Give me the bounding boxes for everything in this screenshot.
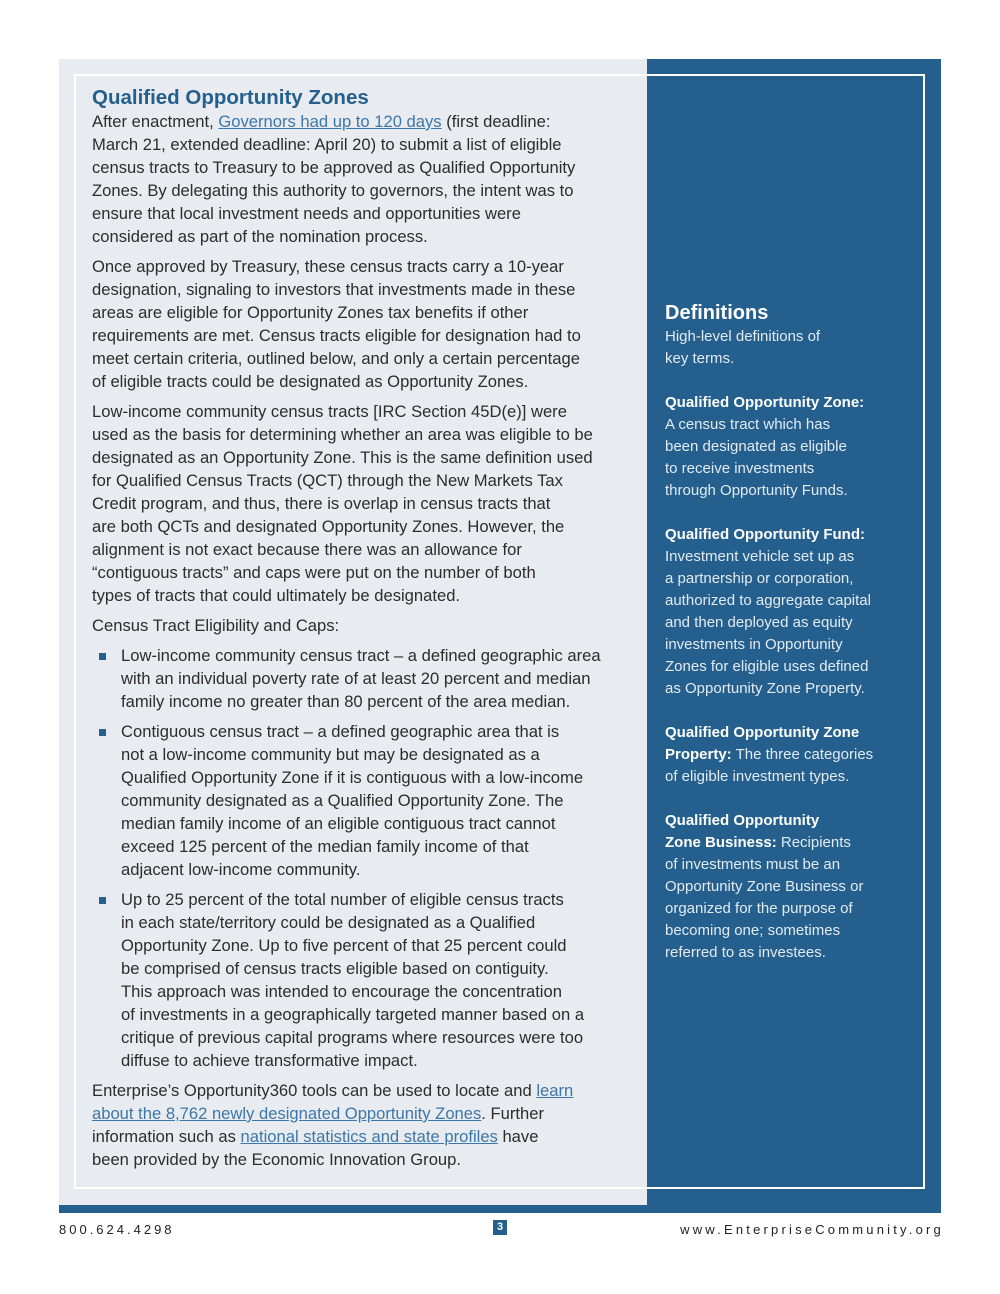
definition-text: A census tract which has been designated as eligible to receive investments through Opportunity Funds. <box>665 416 848 499</box>
list-item-text: Low-income community census tract – a defined geographic area with an individual poverty rate of at least 20 percent and median family income no greater than 80 percent of the area median. <box>121 646 601 711</box>
opportunity-zones-link[interactable]: learn about the 8,762 newly designated Opportunity Zones <box>92 1081 574 1123</box>
definition-text: Investment vehicle set up as a partnership or corporation, authorized to aggregate capital and then deployed as equity investments in Opportunity Zones for eligible uses defined as Opportunity Zone Property. <box>665 548 871 697</box>
square-bullet-icon <box>99 653 106 660</box>
definition-item <box>665 524 925 700</box>
paragraph-2: Once approved by Treasury, these census tracts carry a 10-year designation, signaling to investors that investments made in these areas are eligible for Opportunity Zones tax benefits if other requirements are met. Census tracts eligible for designation had to meet certain criteria, outlined below, and only a certain percentage of eligible tracts could be designated as Opportunity Zones. <box>92 257 581 391</box>
paragraph-1 <box>92 110 637 248</box>
national-statistics-link[interactable]: national statistics and state profiles <box>240 1127 498 1146</box>
main-article <box>92 86 637 1178</box>
list-item <box>92 888 637 1072</box>
text: have been provided by the Economic Innovation Group. <box>92 1127 539 1169</box>
bottom-accent-bar <box>59 1205 941 1213</box>
definition-text: Recipients of investments must be an Opportunity Zone Business or organized for the purpose of becoming one; sometimes referred to as investees. <box>665 834 864 961</box>
footer-website[interactable]: www.EnterpriseCommunity.org <box>680 1222 944 1237</box>
paragraph-5 <box>92 1079 637 1171</box>
list-item <box>92 720 637 881</box>
eligibility-list <box>92 644 637 1072</box>
list-item-text: Up to 25 percent of the total number of eligible census tracts in each state/territory could be designated as a Qualified Opportunity Zone. Up to five percent of that 25 percent could be comprised of census tracts eligible based on contiguity. This approach was intended to encourage the concentration of investments in a geographically targeted manner based on a critique of previous capital programs where resources were too diffuse to achieve transformative impact. <box>121 890 585 1070</box>
text: . Further information such as <box>92 1104 545 1146</box>
text: After enactment, <box>92 112 219 131</box>
definitions-title: Definitions <box>665 302 769 324</box>
definition-term: Qualified Opportunity Zone: <box>665 394 865 411</box>
paragraph-4: Census Tract Eligibility and Caps: <box>92 616 340 635</box>
definitions-sidebar <box>665 300 925 986</box>
section-title: Qualified Opportunity Zones <box>92 86 369 109</box>
list-item <box>92 644 637 713</box>
square-bullet-icon <box>99 729 106 736</box>
definition-item <box>665 810 925 964</box>
definitions-intro: High-level definitions of key terms. <box>665 328 821 367</box>
definition-term: Qualified Opportunity Zone Business: <box>665 812 820 851</box>
definition-item <box>665 722 925 788</box>
definition-item <box>665 392 925 502</box>
governors-120-days-link[interactable]: Governors had up to 120 days <box>218 112 442 131</box>
text: Enterprise’s Opportunity360 tools can be used to locate and <box>92 1081 537 1100</box>
list-item-text: Contiguous census tract – a defined geographic area that is not a low-income community but may be designated as a Qualified Opportunity Zone if it is contiguous with a low-income community designated as a Qualified Opportunity Zone. The median family income of an eligible contiguous tract cannot exceed 125 percent of the median family income of that adjacent low-income community. <box>121 722 584 879</box>
text: (first deadline: March 21, extended deadline: April 20) to submit a list of eligible census tracts to Treasury to be approved as Qualified Opportunity Zones. By delegating this authority to governors, the intent was to ensure that local investment needs and opportunities were considered as part of the nomination process. <box>92 112 576 246</box>
definition-term: Qualified Opportunity Zone Property: <box>665 724 860 763</box>
paragraph-3: Low-income community census tracts [IRC Section 45D(e)] were used as the basis for determining whether an area was eligible to be designated as an Opportunity Zone. This is the same definition used for Qualified Census Tracts (QCT) through the New Markets Tax Credit program, and thus, there is overlap in census tracts that are both QCTs and designated Opportunity Zones. However, the alignment is not exact because there was an allowance for “contiguous tracts” and caps were put on the number of both types of tracts that could ultimately be designated. <box>92 402 593 605</box>
page-number: 3 <box>493 1220 507 1235</box>
definition-term: Qualified Opportunity Fund: <box>665 526 865 543</box>
footer-phone: 800.624.4298 <box>59 1222 175 1237</box>
square-bullet-icon <box>99 897 106 904</box>
definition-text: The three categories of eligible investment types. <box>665 746 874 785</box>
